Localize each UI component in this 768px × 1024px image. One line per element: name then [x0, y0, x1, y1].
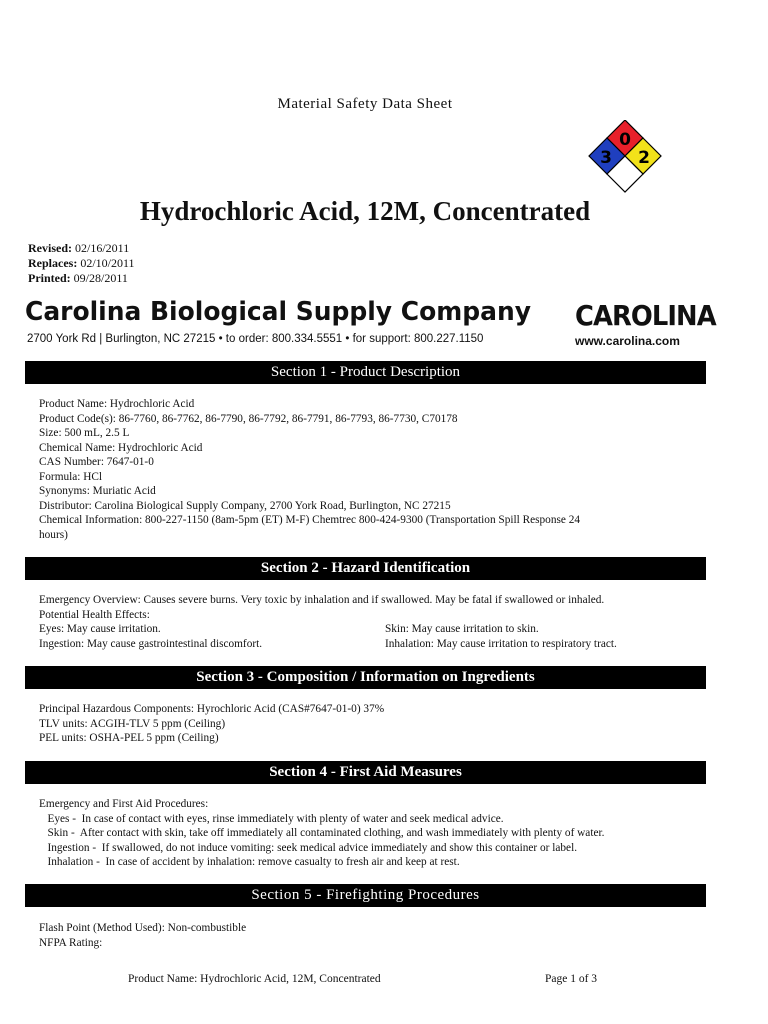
size-line: Size: 500 mL, 2.5 L	[39, 427, 130, 439]
ingestion-effect: Ingestion: May cause gastrointestinal discomfort.	[39, 637, 263, 650]
product-codes-line: Product Code(s): 86-7760, 86-7762, 86-7790, 86-7792, 86-7791, 86-7793, 86-7730, C70178	[39, 412, 458, 425]
nfpa-diamond-icon	[580, 120, 670, 196]
revised-line	[28, 241, 129, 256]
section-2-header: Section 2 - Hazard Identification	[25, 557, 706, 580]
section-1-header: Section 1 - Product Description	[25, 361, 706, 384]
printed-line	[28, 271, 128, 286]
health-effects-label: Potential Health Effects:	[39, 608, 150, 621]
product-name-line: Product Name: Hydrochloric Acid	[39, 398, 195, 410]
footer-page-number: Page 1 of 3	[545, 973, 598, 985]
first-aid-inhalation: Inhalation - In case of accident by inhalation: remove casualty to fresh air and keep at rest.	[39, 856, 460, 868]
printed-date: 09/28/2011	[73, 271, 128, 285]
hazardous-components-line: Principal Hazardous Components: Hyrochloric Acid (CAS#7647-01-0) 37%	[39, 703, 385, 715]
nfpa-health-rating: 3	[600, 148, 612, 168]
replaces-label: Replaces:	[28, 256, 78, 270]
first-aid-skin: Skin - After contact with skin, take off immediately all contaminated clothing, and wash immediately with plenty of water.	[39, 827, 605, 839]
pel-units-line: PEL units: OSHA-PEL 5 ppm (Ceiling)	[39, 732, 219, 744]
company-address: 2700 York Rd | Burlington, NC 27215 • to order: 800.334.5551 • for support: 800.227.1150	[27, 333, 484, 345]
flash-point-line: Flash Point (Method Used): Non-combustible	[39, 922, 247, 934]
skin-effect: Skin: May cause irritation to skin.	[385, 623, 539, 635]
footer-product-name: Product Name: Hydrochloric Acid, 12M, Concentrated	[128, 973, 381, 985]
section-3-header: Section 3 - Composition / Information on Ingredients	[25, 666, 706, 689]
emergency-overview: Emergency Overview: Causes severe burns. Very toxic by inhalation and if swallowed. May be fatal if swallowed or inhaled.	[39, 594, 605, 606]
replaces-line	[28, 256, 135, 271]
company-name: Carolina Biological Supply Company	[25, 297, 531, 327]
first-aid-label: Emergency and First Aid Procedures:	[39, 798, 209, 810]
section-5-body	[39, 921, 246, 950]
revised-label: Revised:	[28, 241, 72, 255]
carolina-logo: CAROLINA	[575, 299, 716, 332]
nfpa-rating-line: NFPA Rating:	[39, 936, 103, 949]
cas-number-line: CAS Number: 7647-01-0	[39, 456, 154, 468]
section-2-body	[39, 593, 617, 651]
page-title: Hydrochloric Acid, 12M, Concentrated	[139, 196, 591, 226]
synonyms-line: Synonyms: Muriatic Acid	[39, 485, 156, 497]
section-3-body	[39, 702, 384, 746]
nfpa-fire-rating: 0	[619, 130, 631, 150]
distributor-line: Distributor: Carolina Biological Supply Company, 2700 York Road, Burlington, NC 27215	[39, 499, 451, 512]
formula-line: Formula: HCl	[39, 470, 103, 483]
section-4-body	[39, 797, 604, 870]
section-1-body	[39, 397, 580, 542]
inhalation-effect: Inhalation: May cause irritation to respiratory tract.	[385, 637, 617, 650]
section-4-header: Section 4 - First Aid Measures	[25, 761, 706, 784]
chemical-name-line: Chemical Name: Hydrochloric Acid	[39, 441, 203, 454]
section-5-header: Section 5 - Firefighting Procedures	[25, 884, 706, 907]
printed-label: Printed:	[28, 271, 71, 285]
chemical-info-line-cont: hours)	[39, 528, 68, 541]
revised-date: 02/16/2011	[75, 241, 130, 255]
nfpa-reactivity-rating: 2	[638, 148, 650, 168]
first-aid-eyes: Eyes - In case of contact with eyes, rinse immediately with plenty of water and seek medical advice.	[39, 812, 504, 825]
company-website: www.carolina.com	[575, 334, 680, 348]
first-aid-ingestion: Ingestion - If swallowed, do not induce vomiting: seek medical advice immediately and show this container or label.	[39, 841, 578, 854]
chemical-info-line: Chemical Information: 800-227-1150 (8am-5pm (ET) M-F) Chemtrec 800-424-9300 (Transportation Spill Response 24	[39, 514, 581, 526]
eyes-effect: Eyes: May cause irritation.	[39, 623, 161, 635]
tlv-units-line: TLV units: ACGIH-TLV 5 ppm (Ceiling)	[39, 717, 226, 730]
replaces-date: 02/10/2011	[80, 256, 135, 270]
document-type: Material Safety Data Sheet	[277, 96, 453, 112]
